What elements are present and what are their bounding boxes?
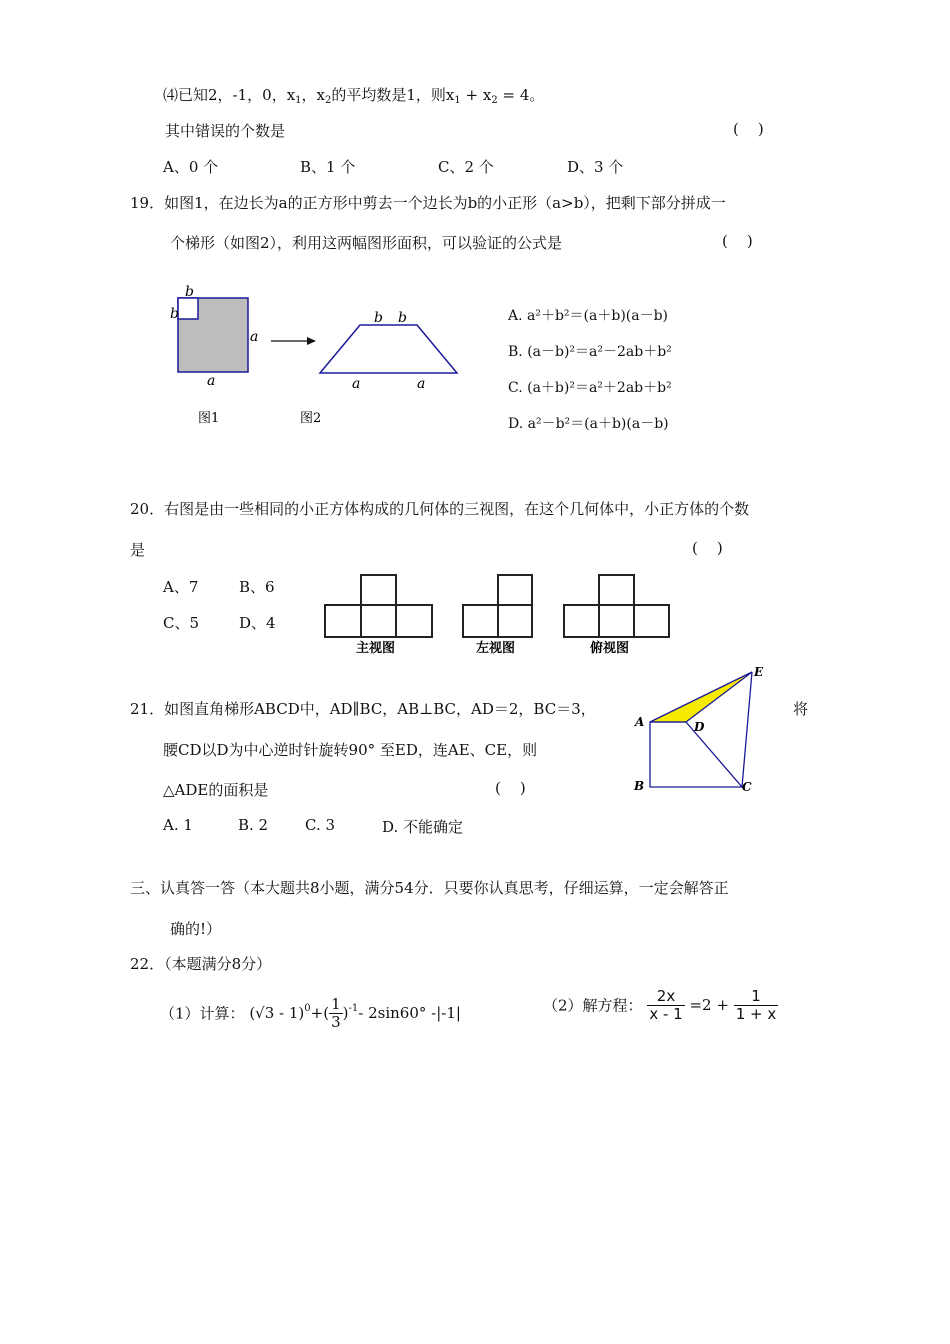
q22-exp0: 0 — [304, 1003, 311, 1014]
q18-sub: 1 — [295, 95, 302, 106]
q21-figure — [628, 660, 778, 800]
q18-statement-4 — [163, 84, 544, 106]
q18-option-b: B、1 个 — [300, 158, 356, 176]
q20-line1: 20．右图是由一些相同的小正方体构成的几何体的三视图，在这个几何体中，小正方体的个数 — [130, 500, 750, 518]
q21-option-b: B. 2 — [238, 816, 269, 834]
q19-option-b: B. (a－b)²＝a²－2ab＋b² — [508, 344, 672, 360]
q22-close: ) — [342, 1004, 349, 1022]
q19-line1: 19．如图1，在边长为a的正方形中剪去一个边长为b的小正形（a>b），把剩下部分拼成一 — [130, 194, 726, 212]
section3-line1: 三、认真答一答（本大题共8小题，满分54分．只要你认真思考，仔细运算，一定会解答正 — [130, 879, 729, 897]
frac-den: 1 + x — [735, 1004, 777, 1023]
q18-stmt4-text: ⑷已知2，-1，0，x — [163, 86, 296, 104]
q22-part1-expr: (√3 - 1) — [249, 1004, 305, 1022]
label-C: C — [742, 780, 752, 794]
q18-option-a: A、0 个 — [163, 158, 219, 176]
label-A: A — [635, 715, 645, 729]
front-view — [325, 575, 432, 637]
q22-part1-label: （1）计算： — [160, 1004, 245, 1023]
q18-question: 其中错误的个数是 — [165, 122, 286, 140]
fig1-caption: 图1 — [198, 411, 220, 426]
q19-option-a: A. a²＋b²＝(a＋b)(a－b) — [508, 308, 669, 324]
frac-den: 3 — [331, 1012, 341, 1031]
q22-part2 — [543, 988, 778, 1022]
top-view-label: 俯视图 — [590, 641, 630, 656]
q20-option-b: B、6 — [239, 578, 275, 596]
trap-label-b2: b — [398, 310, 407, 326]
q22-frac-1 — [734, 988, 779, 1022]
q22-part1-rest: - 2sin60° -|-1| — [358, 1004, 461, 1022]
q21-line2: 腰CD以D为中心逆时针旋转90° 至ED，连AE、CE，则 — [163, 741, 538, 759]
trapezoid — [320, 325, 457, 373]
q21-line1-tail: 将 — [793, 700, 809, 718]
label-b-top: b — [185, 285, 194, 300]
q20-option-a: A、7 — [163, 578, 199, 596]
q19-figure — [160, 285, 470, 435]
trap-label-a1: a — [352, 376, 361, 392]
q20-answer-paren: ( ) — [692, 539, 723, 557]
top-view — [564, 575, 669, 637]
q19-answer-paren: ( ) — [722, 232, 753, 250]
q18-answer-paren: ( ) — [733, 120, 764, 138]
left-view — [463, 575, 532, 637]
q20-three-views — [318, 568, 688, 660]
q20-option-c: C、5 — [163, 614, 200, 632]
q18-stmt4-text: ，x — [301, 86, 326, 104]
q18-option-c: C、2 个 — [438, 158, 494, 176]
frac-num: 2x — [647, 988, 684, 1006]
label-B: B — [634, 779, 645, 793]
arrow-head — [307, 337, 316, 345]
q18-option-d: D、3 个 — [567, 158, 624, 176]
q18-stmt4-text: + x — [460, 86, 492, 104]
q21-option-a: A. 1 — [163, 816, 193, 834]
q22-fraction-third — [329, 996, 343, 1030]
q20-line2: 是 — [130, 541, 146, 559]
q19-line2: 个梯形（如图2），利用这两幅图形面积，可以验证的公式是 — [170, 234, 563, 252]
q22-title: 22．（本题满分8分） — [130, 955, 272, 973]
fig2-caption: 图2 — [300, 411, 322, 426]
label-a-right: a — [250, 329, 259, 345]
q21-line3: △ADE的面积是 — [163, 781, 269, 799]
trap-label-b1: b — [374, 310, 383, 326]
q18-sub: 2 — [491, 95, 498, 106]
q22-exp-neg1: -1 — [348, 1003, 359, 1014]
q21-line1: 21．如图直角梯形ABCD中，AD∥BC，AB⊥BC，AD＝2，BC＝3， — [130, 700, 596, 718]
q18-stmt4-text: 的平均数是1，则x — [331, 86, 455, 104]
q22-plus: +( — [310, 1004, 330, 1022]
frac-num: 1 — [331, 995, 341, 1013]
small-square — [178, 298, 198, 319]
q22-part2-eq: =2 + — [689, 996, 729, 1014]
triangle-ade — [650, 672, 752, 722]
q21-answer-paren: ( ) — [495, 779, 526, 797]
front-view-label: 主视图 — [356, 641, 396, 656]
frac-den: x - 1 — [649, 1004, 683, 1023]
q18-sub: 1 — [454, 95, 461, 106]
q19-option-c: C. (a＋b)²＝a²＋2ab＋b² — [508, 380, 672, 396]
q22-part2-label: （2）解方程： — [543, 996, 643, 1015]
q21-option-c: C. 3 — [305, 816, 336, 834]
label-E: E — [754, 665, 764, 679]
q20-option-d: D、4 — [239, 614, 276, 632]
q22-part1 — [160, 996, 461, 1030]
frac-num: 1 — [734, 988, 779, 1006]
q19-option-d: D. a²－b²＝(a＋b)(a－b) — [508, 416, 669, 432]
section3-line2: 确的!） — [170, 920, 222, 938]
label-D: D — [694, 720, 705, 734]
left-view-label: 左视图 — [476, 641, 516, 656]
trap-label-a2: a — [417, 376, 426, 392]
q18-stmt4-text: = 4。 — [497, 86, 545, 104]
q21-option-d: D. 不能确定 — [382, 818, 464, 836]
label-a-bottom: a — [207, 373, 216, 389]
q22-frac-2x — [647, 988, 684, 1022]
label-b-left: b — [170, 306, 179, 322]
segment-ce — [742, 672, 752, 787]
q18-sub: 2 — [325, 95, 332, 106]
